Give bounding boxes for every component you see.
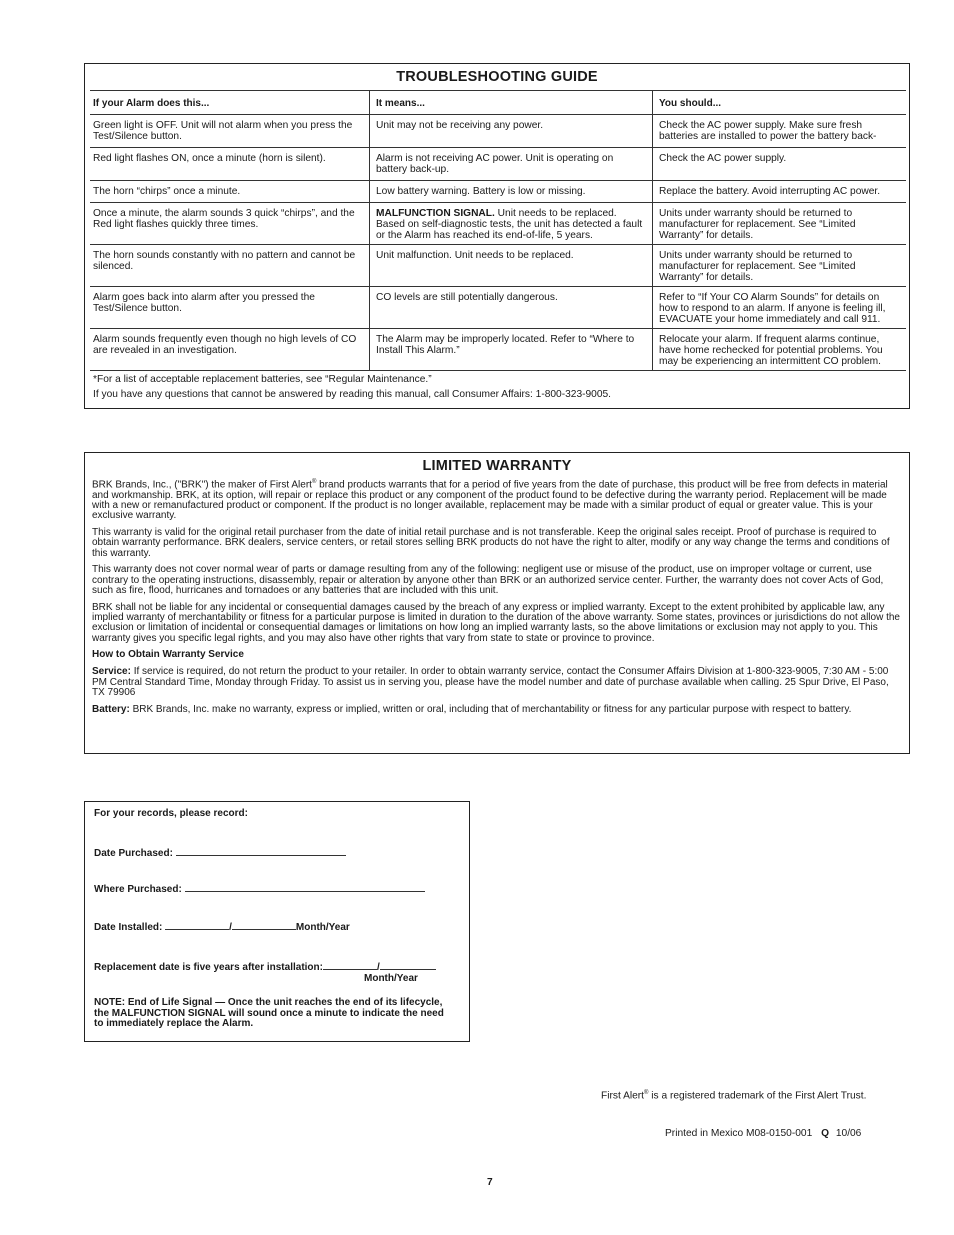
print-date: 10/06 [835, 1128, 862, 1139]
symptom-cell: Once a minute, the alarm sounds 3 quick “chirps”, and the Red light flashes quickly three times. [90, 203, 370, 245]
meaning-cell [370, 245, 653, 287]
service-label: Service: [92, 666, 131, 678]
replacement-month-year-label: Month/Year [364, 973, 418, 984]
action-cell: Refer to “If Your CO Alarm Sounds” for details on how to respond to an alarm. If anyone is feeling ill, EVACUATE your home immediately and call 911. [653, 287, 907, 329]
meaning-text: Unit may not be receiving any power. [376, 120, 544, 131]
date-separator: / [229, 922, 232, 933]
where-purchased-row [94, 883, 425, 895]
table-row [90, 245, 906, 287]
column-header-action: You should... [653, 91, 907, 115]
warranty-paragraph: This warranty is valid for the original retail purchaser from the date of initial retail purchase and is not transferable. Keep the original sales receipt. Proof of purchase is required to obtain warranty performance. BRK dealers, service centers, or retail stores selling BRK products do not have the right to alter, modify or any way change the terms and conditions of this warranty. [92, 527, 890, 559]
meaning-cell [370, 181, 653, 203]
action-cell: Check the AC power supply. Make sure fresh batteries are installed to power the battery back- [653, 115, 907, 148]
date-purchased-row [94, 847, 346, 859]
meaning-cell [370, 329, 653, 371]
meaning-bold: MALFUNCTION SIGNAL. [376, 208, 495, 219]
warranty-paragraph: This warranty does not cover normal wear of parts or damage resulting from any of the following: negligent use or misuse of the product, use on improper voltage or current, use contrary to the operating instructions, disassembly, repair or alteration by anyone other than BRK or an authorized service center. Further, the warranty does not cover Acts of God, such as fire, flood, hurricanes and tornadoes or any batteries that are included with this unit. [92, 564, 884, 596]
print-info [665, 1128, 861, 1139]
warranty-service-paragraph [92, 667, 901, 698]
where-purchased-field[interactable] [185, 883, 425, 892]
meaning-cell [370, 203, 653, 245]
battery-footnote: *For a list of acceptable replacement batteries, see “Regular Maintenance.” [93, 374, 432, 385]
replacement-date-row [94, 961, 436, 973]
symptom-cell: Alarm goes back into alarm after you pressed the Test/Silence button. [90, 287, 370, 329]
meaning-text: Low battery warning. Battery is low or missing. [376, 186, 586, 197]
records-intro: For your records, please record: [94, 808, 248, 819]
troubleshooting-title: TROUBLESHOOTING GUIDE [396, 69, 598, 85]
install-month-field[interactable] [165, 921, 229, 930]
printed-in: Printed in Mexico M08-0150-001 [665, 1128, 813, 1139]
warranty-text: BRK Brands, Inc., ("BRK") the maker of First Alert [92, 479, 312, 491]
troubleshooting-footer [93, 372, 611, 402]
warranty-text: brand products warrants that for a period of five years from the date of purchase, this product will be free from defects in material and workmanship. BRK, at its option, will repair or replace this product or any component of the product found to be defective during the warranty period. Replacement will be made with a new or remanufactured product or component. If the product is no longer available, replacement may be made with a similar product of equal or greater value. This is your exclusive warranty. [92, 479, 888, 522]
column-header-meaning: It means... [370, 91, 653, 115]
action-cell: Units under warranty should be returned to manufacturer for replacement. See “Limited Warranty” for details. [653, 203, 907, 245]
month-year-label: Month/Year [295, 922, 350, 933]
table-row [90, 203, 906, 245]
warranty-service-heading: How to Obtain Warranty Service [92, 649, 244, 661]
table-row [90, 181, 906, 203]
limited-warranty [84, 452, 910, 754]
replacement-label: Replacement date is five years after installation: [94, 962, 323, 973]
column-header-symptom: If your Alarm does this... [90, 91, 370, 115]
action-cell: Replace the battery. Avoid interrupting AC power. [653, 181, 907, 203]
warranty-body [85, 477, 909, 715]
table-row [90, 115, 906, 148]
battery-text: BRK Brands, Inc. make no warranty, express or implied, written or oral, including that of merchantability or fitness for any particular purpose with respect to battery. [129, 703, 852, 715]
action-cell: Check the AC power supply. [653, 148, 907, 181]
symptom-cell: The horn sounds constantly with no pattern and cannot be silenced. [90, 245, 370, 287]
meaning-text: Unit needs to be replaced. Based on self-diagnostic tests, the unit has detected a fault or the Alarm has reached its end-of-life, 5 years. [376, 208, 643, 241]
table-row [90, 287, 906, 329]
meaning-cell [370, 287, 653, 329]
meaning-text: CO levels are still potentially dangerous. [376, 292, 558, 303]
troubleshooting-table [90, 90, 906, 371]
symptom-cell: The horn “chirps” once a minute. [90, 181, 370, 203]
date-installed-row [94, 921, 350, 933]
table-row [90, 329, 906, 371]
action-cell: Relocate your alarm. If frequent alarms continue, have home rechecked for potential problems. You may be experiencing an intermittent CO problem. [653, 329, 907, 371]
meaning-cell [370, 148, 653, 181]
warranty-paragraph: BRK shall not be liable for any incidental or consequential damages caused by the breach of any express or implied warranty. Except to the extent prohibited by applicable law, any implied warranty of merchantability or fitness for a particular purpose is limited in duration to the duration of the above warranty. Some states, provinces or jurisdictions do not allow the exclusion or limitation of incidental or consequential damages or limitations on how long an implied warranty lasts, so the above limitations or exclusion may not apply to you. This warranty gives you specific legal rights, and you may also have other rights that vary from state to state or province to province. [92, 601, 900, 644]
replacement-month-field[interactable] [323, 961, 377, 970]
page-number: 7 [487, 1177, 493, 1188]
trademark-text: is a registered trademark of the First Alert Trust. [648, 1090, 867, 1102]
battery-label: Battery: [92, 703, 130, 715]
records-form [84, 801, 470, 1042]
warranty-paragraph [92, 477, 901, 522]
end-of-life-note: NOTE: End of Life Signal — Once the unit reaches the end of its lifecycle, the MALFUNCTION SIGNAL will sound once a minute to indicate the need to immediately replace the Alarm. [94, 997, 444, 1029]
table-header-row [90, 91, 906, 115]
symptom-cell: Alarm sounds frequently even though no high levels of CO are revealed in an investigation. [90, 329, 370, 371]
revision-code: Q [821, 1128, 830, 1139]
service-text: If service is required, do not return the product to your retailer. In order to obtain warranty service, contact the Consumer Affairs Division at 1-800-323-9005, 7:30 AM - 5:00 PM Central Standard Time, Monday through Friday. To assist us in serving you, please have the model number and date of purchase available when calling. 25 Spur Drive, El Paso, TX 79906 [92, 666, 889, 698]
meaning-text: The Alarm may be improperly located. Refer to “Where to Install This Alarm.” [376, 334, 635, 356]
install-year-field[interactable] [232, 921, 296, 930]
consumer-affairs-contact: If you have any questions that cannot be answered by reading this manual, call Consumer Affairs: 1-800-323-9005. [93, 389, 611, 400]
table-row [90, 148, 906, 181]
registered-mark: ® [644, 1090, 649, 1096]
warranty-title: LIMITED WARRANTY [422, 458, 572, 474]
action-cell: Units under warranty should be returned to manufacturer for replacement. See “Limited Warranty” for details. [653, 245, 907, 287]
trademark-notice [601, 1090, 866, 1101]
meaning-text: Unit malfunction. Unit needs to be replaced. [376, 250, 574, 261]
replacement-year-field[interactable] [380, 961, 436, 970]
meaning-text: Alarm is not receiving AC power. Unit is operating on battery back-up. [376, 153, 614, 175]
trademark-brand: First Alert [601, 1090, 645, 1102]
warranty-battery-paragraph [92, 705, 901, 715]
troubleshooting-guide [84, 63, 910, 409]
date-separator: / [376, 962, 380, 973]
where-purchased-label: Where Purchased: [94, 884, 182, 895]
meaning-cell [370, 115, 653, 148]
date-purchased-field[interactable] [176, 847, 346, 856]
registered-mark: ® [311, 479, 317, 485]
date-installed-label: Date Installed: [94, 922, 163, 933]
symptom-cell: Red light flashes ON, once a minute (horn is silent). [90, 148, 370, 181]
symptom-cell: Green light is OFF. Unit will not alarm when you press the Test/Silence button. [90, 115, 370, 148]
date-purchased-label: Date Purchased: [94, 848, 173, 859]
